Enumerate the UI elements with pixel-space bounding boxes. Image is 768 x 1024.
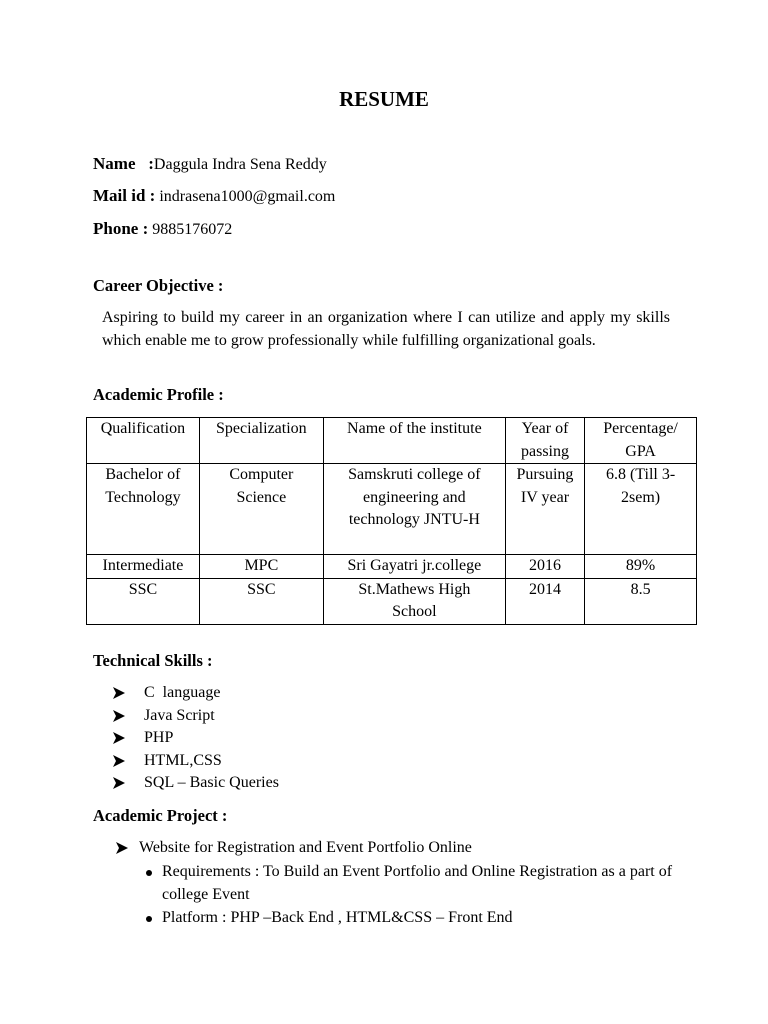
project-detail — [146, 907, 682, 930]
mail-label: Mail id : — [93, 186, 156, 205]
bullet-dot-icon — [146, 870, 152, 876]
academic-project-heading: Academic Project : — [93, 806, 228, 825]
career-objective-heading: Career Objective : — [93, 276, 224, 295]
list-item — [113, 682, 279, 705]
technical-skills-heading: Technical Skills : — [93, 651, 213, 670]
bullet-dot-icon — [146, 916, 152, 922]
academic-profile-table — [86, 417, 697, 625]
cell-specialization: SSC — [199, 578, 323, 624]
cell-institute: Sri Gayatri jr.college — [323, 555, 505, 579]
phone-value: 9885176072 — [148, 221, 233, 238]
name-line — [93, 154, 327, 174]
cell-percentage: 6.8 (Till 3-2sem) — [585, 464, 697, 555]
cell-qualification: Intermediate — [87, 555, 200, 579]
list-item — [113, 750, 279, 773]
page-title: RESUME — [339, 87, 429, 111]
header-specialization: Specialization — [199, 418, 323, 464]
list-item — [113, 772, 279, 795]
arrow-bullet-icon — [113, 710, 125, 722]
list-item — [113, 705, 279, 728]
project-item — [116, 837, 472, 860]
cell-institute: St.Mathews High School — [323, 578, 505, 624]
arrow-bullet-icon — [113, 755, 125, 767]
skill-label: SQL – Basic Queries — [144, 774, 279, 791]
cell-year: 2014 — [505, 578, 584, 624]
mail-line — [93, 186, 335, 206]
table-row — [87, 464, 697, 555]
cell-specialization: Computer Science — [199, 464, 323, 555]
project-requirements: Requirements : To Build an Event Portfolio and Online Registration as a part of college Event — [162, 863, 673, 903]
name-value: Daggula Indra Sena Reddy — [153, 156, 327, 173]
cell-specialization: MPC — [199, 555, 323, 579]
table-header-row — [87, 418, 697, 464]
name-label: Name : — [93, 154, 154, 173]
skill-label: PHP — [144, 729, 174, 746]
cell-institute: Samskruti college of engineering and technology JNTU-H — [323, 464, 505, 555]
list-item — [113, 727, 279, 750]
project-detail — [146, 861, 682, 906]
phone-line — [93, 219, 232, 239]
header-percentage: Percentage/ GPA — [585, 418, 697, 464]
project-title: Website for Registration and Event Portfolio Online — [139, 839, 472, 856]
cell-qualification: Bachelor of Technology — [87, 464, 200, 555]
arrow-bullet-icon — [113, 777, 125, 789]
technical-skills-list — [113, 682, 279, 795]
table-row — [87, 555, 697, 579]
project-platform: Platform : PHP –Back End , HTML&CSS – Front End — [162, 909, 513, 926]
phone-label: Phone : — [93, 219, 149, 238]
arrow-bullet-icon — [113, 732, 125, 744]
cell-year: 2016 — [505, 555, 584, 579]
skill-label: C language — [144, 684, 221, 701]
cell-qualification: SSC — [87, 578, 200, 624]
career-objective-text: Aspiring to build my career in an organization where I can utilize and apply my skills which enable me to grow professionally while fulfilling organizational goals. — [102, 309, 670, 349]
header-institute: Name of the institute — [323, 418, 505, 464]
table-row — [87, 578, 697, 624]
academic-profile-heading: Academic Profile : — [93, 385, 224, 404]
header-qualification: Qualification — [87, 418, 200, 464]
header-year: Year of passing — [505, 418, 584, 464]
cell-percentage: 89% — [585, 555, 697, 579]
cell-percentage: 8.5 — [585, 578, 697, 624]
arrow-bullet-icon — [116, 842, 128, 854]
mail-value: indrasena1000@gmail.com — [155, 188, 336, 205]
cell-year: Pursuing IV year — [505, 464, 584, 555]
arrow-bullet-icon — [113, 687, 125, 699]
skill-label: HTML,CSS — [144, 751, 222, 769]
skill-label: Java Script — [144, 706, 215, 724]
